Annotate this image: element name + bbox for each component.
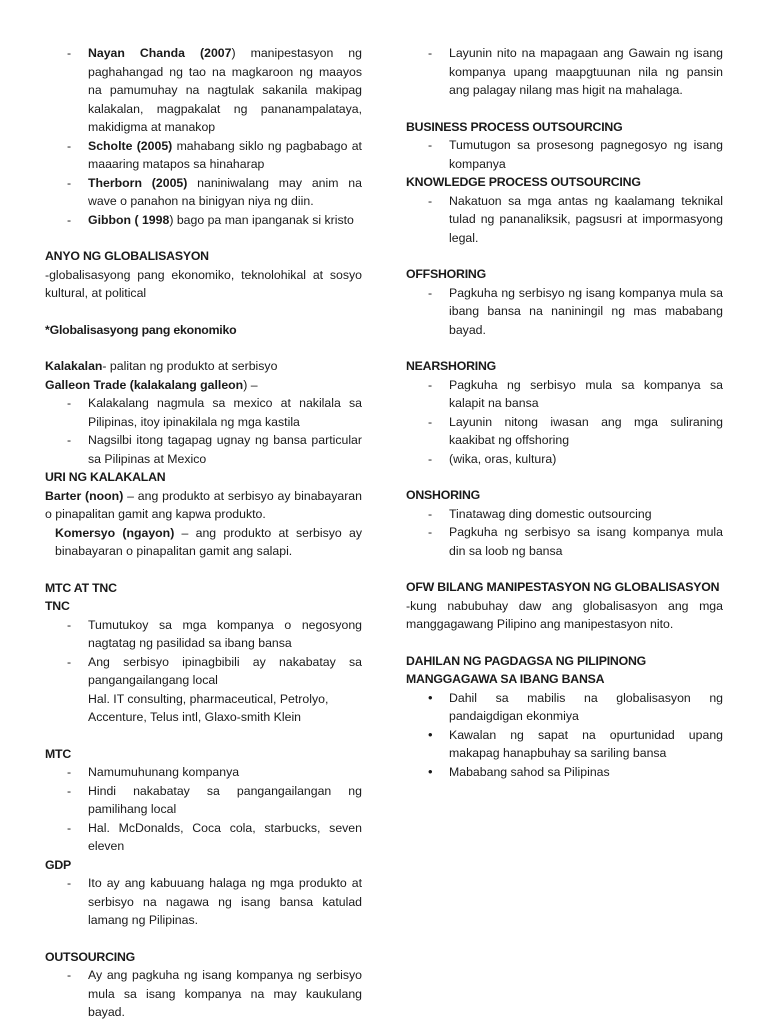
left-column bbox=[45, 44, 362, 1022]
galleon-term: Galleon Trade (kalakalang galleon bbox=[45, 377, 244, 392]
list-item: - Tinatawag ding domestic outsourcing bbox=[406, 505, 723, 524]
gdp-list bbox=[45, 874, 362, 930]
list-item: - Hal. McDonalds, Coca cola, starbucks, seven eleven bbox=[45, 819, 362, 856]
kpo-heading: KNOWLEDGE PROCESS OUTSOURCING bbox=[406, 175, 641, 189]
komersyo-term: Komersyo (ngayon) bbox=[55, 525, 175, 540]
list-item: - Layunin nito na mapagaan ang Gawain ng isang kompanya upang maapgtuunan nila ng pansin ang palagay nilang mas higit na mahalaga. bbox=[406, 44, 723, 100]
outsourcing-list bbox=[45, 966, 362, 1022]
list-item: - Ay ang pagkuha ng isang kompanya ng serbisyo mula sa isang kompanya na may kaukulang bayad. bbox=[45, 966, 362, 1022]
list-item bbox=[45, 174, 362, 211]
author-desc: ) bago pa man ipanganak si kristo bbox=[169, 212, 354, 227]
author-desc: mahabang siklo ng pagbabago at maaaring matapos sa hinaharap bbox=[88, 138, 362, 171]
komersyo-def: – ang produkto at serbisyo ay binabayaran o pinapalitan gamit ang salapi. bbox=[55, 525, 362, 558]
kalakalan-term: Kalakalan bbox=[45, 359, 103, 373]
galleon-line bbox=[45, 376, 362, 395]
galleon-rest: ) – bbox=[243, 377, 258, 392]
nearshoring-heading: NEARSHORING bbox=[406, 359, 497, 373]
uri-heading: URI NG KALAKALAN bbox=[45, 470, 166, 484]
list-item: - Nagsilbi itong tagapag ugnay ng bansa particular sa Pilipinas at Mexico bbox=[45, 431, 362, 468]
author-name: Nayan Chanda (2007 bbox=[88, 46, 232, 60]
mtc-list bbox=[45, 763, 362, 856]
list-item: - Pagkuha ng serbisyo ng isang kompanya mula sa ibang bansa na naniningil ng mas mababang bayad. bbox=[406, 284, 723, 340]
list-item: • Dahil sa mabilis na globalisasyon ng pandaigdigan ekonmiya bbox=[406, 689, 723, 726]
list-item bbox=[45, 211, 362, 230]
kpo-list bbox=[406, 192, 723, 248]
offshoring-heading: OFFSHORING bbox=[406, 267, 486, 281]
ofw-heading: OFW BILANG MANIPESTASYON NG GLOBALISASYON bbox=[406, 580, 720, 594]
dahilan-heading: DAHILAN NG PAGDAGSA NG PILIPINONG MANGGAGAWA SA IBANG BANSA bbox=[406, 653, 647, 686]
list-item: - Hindi nakabatay sa pangangailangan ng pamilihang local bbox=[45, 782, 362, 819]
list-item: - Nakatuon sa mga antas ng kaalamang teknikal tulad ng pananaliksik, pagsusri at impormasyong legal. bbox=[406, 192, 723, 248]
anyo-text: -globalisasyong pang ekonomiko, teknolohikal at sosyo kultural, at political bbox=[45, 267, 362, 300]
anyo-heading: ANYO NG GLOBALISASYON bbox=[45, 249, 209, 263]
tnc-heading: TNC bbox=[45, 599, 70, 613]
list-item: - Ito ay ang kabuuang halaga ng mga produkto at serbisyo na nagawa ng isang bansa katulad lamang ng Pilipinas. bbox=[45, 874, 362, 930]
list-item: - Pagkuha ng serbisyo mula sa kompanya sa kalapit na bansa bbox=[406, 376, 723, 413]
list-item: - Kalakalang nagmula sa mexico at nakilala sa Pilipinas, itoy ipinakilala ng mga kastila bbox=[45, 394, 362, 431]
dahilan-list bbox=[406, 689, 723, 782]
author-desc: naniniwalang may anim na wave o panahon na binigyan niya ng diin. bbox=[88, 175, 362, 208]
author-name: Therborn (2005) bbox=[88, 175, 188, 190]
tnc-example: Hal. IT consulting, pharmaceutical, Petrolyo, Accenture, Telus intl, Glaxo-smith Klein bbox=[88, 691, 329, 724]
list-item bbox=[45, 44, 362, 137]
list-item: • Kawalan ng sapat na opurtunidad upang makapag hanapbuhay sa sariling bansa bbox=[406, 726, 723, 763]
author-desc: ) manipestasyon ng paghahangad ng tao na magkaroon ng maayos na pamumuhay na nagtulak sakanila makipag kalakalan, magpakalat ng pananampalataya, makidigma at manakop bbox=[88, 46, 362, 134]
list-item: - Ang serbisyo ipinagbibili ay nakabatay sa pangangailangang local bbox=[45, 653, 362, 690]
list-item: - Pagkuha ng serbisyo sa isang kompanya mula din sa loob ng bansa bbox=[406, 523, 723, 560]
barter-line bbox=[45, 487, 362, 524]
list-item: - (wika, oras, kultura) bbox=[406, 450, 723, 469]
list-item: - Tumutugon sa prosesong pagnegosyo ng isang kompanya bbox=[406, 136, 723, 173]
offshoring-list bbox=[406, 284, 723, 340]
gdp-heading: GDP bbox=[45, 857, 72, 872]
right-column bbox=[406, 44, 723, 781]
list-item bbox=[45, 137, 362, 174]
nearshoring-list bbox=[406, 376, 723, 469]
mtc-tnc-heading: MTC AT TNC bbox=[45, 580, 117, 595]
outsourcing-cont-list bbox=[406, 44, 723, 100]
author-list bbox=[45, 44, 362, 229]
author-name: Gibbon ( 1998 bbox=[88, 212, 170, 227]
galleon-list bbox=[45, 394, 362, 468]
barter-term: Barter (noon) bbox=[45, 488, 124, 503]
mtc-heading: MTC bbox=[45, 746, 72, 761]
barter-def: – ang produkto at serbisyo ay binabayaran o pinapalitan gamit ang kapwa produkto. bbox=[45, 488, 362, 521]
ekonomiko-heading: *Globalisasyong pang ekonomiko bbox=[45, 322, 237, 337]
komersyo-line bbox=[45, 524, 362, 561]
tnc-list bbox=[45, 616, 362, 690]
bpo-heading: BUSINESS PROCESS OUTSOURCING bbox=[406, 119, 623, 134]
bpo-list bbox=[406, 136, 723, 173]
kalakalan-def: - palitan ng produkto at serbisyo bbox=[102, 359, 278, 373]
kalakalan-line bbox=[45, 357, 362, 376]
list-item: - Namumuhunang kompanya bbox=[45, 763, 362, 782]
list-item: - Tumutukoy sa mga kompanya o negosyong nagtatag ng pasilidad sa ibang bansa bbox=[45, 616, 362, 653]
list-item: - Layunin nitong iwasan ang mga suliraning kaakibat ng offshoring bbox=[406, 413, 723, 450]
author-name: Scholte (2005) bbox=[88, 138, 173, 153]
ofw-text: -kung nabubuhay daw ang globalisasyon ang mga manggagawang Pilipino ang manipestasyon nito. bbox=[406, 598, 723, 631]
list-item: • Mababang sahod sa Pilipinas bbox=[406, 763, 723, 782]
outsourcing-heading: OUTSOURCING bbox=[45, 949, 136, 964]
onshoring-list bbox=[406, 505, 723, 561]
onshoring-heading: ONSHORING bbox=[406, 488, 481, 502]
